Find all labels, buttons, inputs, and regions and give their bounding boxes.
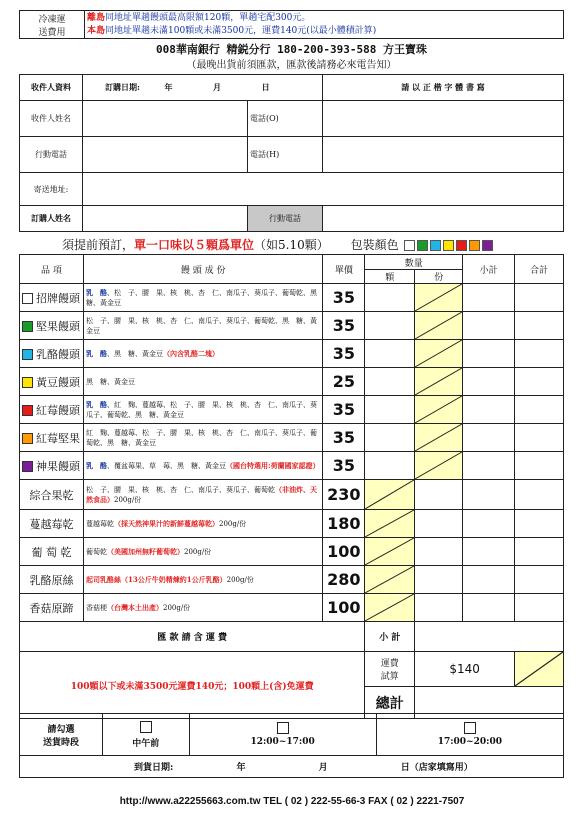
shipping-title [20,11,85,39]
ingredient-text: 紅 麴、蔓越莓、松 子、腰 果、核 桃、杏 仁、南瓜子、葵瓜子、葡萄乾、黑 糖、黃金豆 [85,428,317,447]
col-price: 單價 [323,255,365,284]
ingredient-highlight: 乳 酪 [85,460,107,470]
item-name-text: 紅莓堅果 [36,431,80,445]
ingredient-text: 、覆盆莓果、草 莓、黑 糖、黃金豆 [106,461,226,470]
order-date-cell[interactable] [83,75,323,101]
fee-label [365,652,415,687]
qty-portion-field[interactable] [415,538,463,566]
delivery-option-3[interactable] [376,714,563,756]
pack-ingredient-note: 起司乳酪絲（13公斤牛奶精煉約1公斤乳酪） [85,574,227,584]
fee-hatch-a [515,652,564,687]
total-field[interactable] [515,566,564,594]
color-swatch [404,240,415,251]
pack-weight: 200g/份 [113,495,142,504]
preorder-note: 須提前預訂， [62,238,135,252]
total-field[interactable] [515,312,564,340]
item-name [20,368,84,396]
total-field[interactable] [515,368,564,396]
color-square-icon [22,461,33,472]
qty-box-field[interactable] [365,312,415,340]
shipping-title-line1: 冷凍運 [38,14,66,25]
item-price: 35 [323,340,365,368]
color-square-icon [22,349,33,360]
orderer-name-field[interactable] [83,206,248,232]
checkbox-icon[interactable] [277,722,289,734]
item-ingredients [83,424,322,452]
delivery-option-2[interactable] [189,714,376,756]
col-ingredients: 饅 頭 成 份 [83,255,322,284]
recipient-name-label: 收件人姓名 [20,101,83,137]
hatched-cell [365,510,415,538]
shipping-title-line2: 送費用 [38,27,66,38]
delivery-option-3-label: 17:00~20:00 [437,737,502,747]
arrival-label: 到貨日期: [134,763,174,773]
pack-name: 蔓越莓乾 [20,510,84,538]
total-field[interactable] [515,510,564,538]
item-price: 35 [323,396,365,424]
pack-color-swatches [402,238,493,252]
item-name-text: 乳酪饅頭 [36,347,80,361]
pack-ingredient-note: （美國加州無籽葡萄乾） [106,546,184,556]
pack-ingredients [83,480,322,510]
delivery-option-1-label: 中午前 [132,738,160,749]
phone-o-field[interactable] [323,101,564,137]
pack-ingredients [83,594,322,622]
hatched-cell [365,480,415,510]
item-ingredients [83,340,322,368]
bun-row [20,396,564,424]
qty-box-field[interactable] [365,340,415,368]
subtotal-value[interactable] [415,622,564,652]
color-swatch [469,240,480,251]
mobile-label: 行動電話 [20,137,83,173]
island-rule: 同地址單趟饅頭最高限額120顆，單趟宅配300元。 [105,12,311,23]
item-name [20,284,84,312]
pack-ingredient-text: 葡萄乾 [85,547,107,556]
item-name-text: 堅果饅頭 [36,319,80,333]
pack-price: 100 [323,538,365,566]
bun-row [20,284,564,312]
recipient-info-label: 收件人資料 [20,75,83,101]
checkbox-icon[interactable] [464,722,476,734]
pack-weight: 200g/份 [218,519,247,528]
pack-weight: 200g/份 [162,603,191,612]
ingredient-text: 、紅 麴、蔓越莓、松 子、腰 果、核 桃、杏 仁、南瓜子、葵瓜子、葡萄乾、黑 糖、黃金豆 [85,400,317,419]
phone-h-field[interactable] [323,137,564,173]
bank-note: （最晚出貨前須匯款，匯款後請務必來電告知） [186,60,397,71]
hatched-cell [365,566,415,594]
col-qty: 數量 [365,255,463,270]
phone-o-label: 電話(O) [248,101,323,137]
arrival-year: 年 [236,763,246,773]
color-swatch [443,240,454,251]
order-date-label: 訂購日期: [105,82,140,92]
col-qty-box: 顆 [365,270,415,284]
item-name [20,340,84,368]
subtotal-field[interactable] [463,566,515,594]
subtotal-field[interactable] [463,594,515,622]
order-month-label: 月 [213,82,222,92]
grand-total-label: 總計 [365,687,415,719]
phone-h-label: 電話(H) [248,137,323,173]
hatched-cell [415,424,463,452]
pack-ingredient-text: 松 子、腰 果、核 桃、杏 仁、南瓜子、葵瓜子、葡萄乾 [85,485,275,494]
subtotal-field[interactable] [463,368,515,396]
color-square-icon [22,433,33,444]
pack-ingredient-text: 蔓越莓乾 [85,519,114,528]
ingredient-note: （內含乳酪二塊） [162,348,219,358]
col-item: 品 項 [20,255,84,284]
item-name [20,312,84,340]
item-name-text: 紅莓饅頭 [36,403,80,417]
item-name [20,396,84,424]
pack-price: 230 [323,480,365,510]
qty-portion-field[interactable] [415,566,463,594]
qty-portion-field[interactable] [415,480,463,510]
bun-row [20,368,564,396]
subtotal-field[interactable] [463,312,515,340]
ingredient-text: 、松 子、腰 果、核 桃、杏 仁、南瓜子、葵瓜子、葡萄乾、黑 糖、黃金豆 [85,288,324,307]
recipient-name-field[interactable] [83,101,248,137]
delivery-option-1[interactable] [103,714,190,756]
pack-row [20,538,564,566]
pack-row [20,510,564,538]
bun-row [20,340,564,368]
item-ingredients [83,396,322,424]
address-label: 寄送地址: [20,173,83,206]
product-table [19,254,564,719]
subtotal-field[interactable] [463,340,515,368]
hatched-cell [415,396,463,424]
main-rule: 同地址單趟未滿100顆或未滿3500元，運費140元(以最小體積計算) [105,25,377,36]
pack-row [20,480,564,510]
item-price: 35 [323,452,365,480]
arrival-day: 日（店家填寫用） [400,763,473,773]
total-field[interactable] [515,284,564,312]
pack-ingredients [83,566,322,594]
qty-box-field[interactable] [365,284,415,312]
hatched-cell [365,594,415,622]
color-square-icon [22,321,33,332]
pack-weight: 200g/份 [226,575,254,584]
item-name-text: 黃豆饅頭 [36,375,80,389]
delivery-table [19,713,564,778]
pack-ingredient-text: 香菇梗 [85,603,107,612]
item-name [20,424,84,452]
total-field[interactable] [515,396,564,424]
color-swatch [417,240,428,251]
item-price: 35 [323,424,365,452]
total-field[interactable] [515,424,564,452]
fee-value: $140 [415,652,515,687]
qty-portion-field[interactable] [415,594,463,622]
mobile-field[interactable] [83,137,248,173]
fee-label-line1: 運費 [380,659,399,669]
address-field[interactable] [83,173,564,206]
delivery-option-2-label: 12:00~17:00 [250,737,315,747]
color-swatch [430,240,441,251]
total-field[interactable] [515,538,564,566]
total-field[interactable] [515,452,564,480]
qty-box-field[interactable] [365,424,415,452]
ingredient-note: （國台特選用:荷蘭國家認證） [225,460,320,470]
hatched-cell [415,312,463,340]
pack-row [20,594,564,622]
total-field[interactable] [515,594,564,622]
main-region: 本島 [87,25,106,36]
subtotal-field[interactable] [463,452,515,480]
bank-line: 008華南銀行 精鋭分行 180-200-393-588 方王寶珠 [155,43,428,56]
qty-box-field[interactable] [365,368,415,396]
pack-ingredients [83,538,322,566]
delivery-label-line2: 送貨時段 [42,737,79,748]
total-field[interactable] [515,480,564,510]
island-region: 離島 [87,12,106,23]
item-ingredients [83,452,322,480]
hatched-cell [415,452,463,480]
delivery-label-line1: 請勾選 [47,724,75,735]
pack-price: 180 [323,510,365,538]
col-qty-portion: 份 [415,270,463,284]
item-price: 35 [323,312,365,340]
preorder-example: （如5.10顆） [254,238,329,252]
ingredient-highlight: 乳 酪 [85,287,107,297]
hatched-cell [415,340,463,368]
item-ingredients [83,368,322,396]
bun-row [20,452,564,480]
item-name [20,452,84,480]
write-neatly-note: 請 以 正 楷 字 體 書 寫 [323,75,564,101]
orderer-name-label: 訂購人姓名 [20,206,83,232]
color-swatch [456,240,467,251]
orderer-mobile-label: 行動電話 [248,206,323,232]
subtotal-field[interactable] [463,424,515,452]
shipping-rules [85,11,564,39]
shipping-table [19,10,564,39]
color-square-icon [22,405,33,416]
pack-weight: 200g/份 [183,547,212,556]
pack-row [20,566,564,594]
hatched-cell [415,368,463,396]
shipping-fee-note: 100顆以下或未滿3500元運費140元；100顆上(含)免運費 [20,652,365,719]
order-year-label: 年 [164,82,173,92]
pack-name: 香菇原蹄 [20,594,84,622]
qty-box-field[interactable] [365,452,415,480]
preorder-unit: 單一口味以５顆爲單位 [134,238,255,252]
pack-name: 葡 萄 乾 [20,538,84,566]
pack-name: 乳酪原絲 [20,566,84,594]
remit-note: 匯 款 請 含 運 費 [20,622,365,652]
col-subtotal: 小計 [463,255,515,284]
recipient-form [19,74,564,232]
color-square-icon [22,293,33,304]
preorder-line [62,236,562,253]
subtotal-field[interactable] [463,480,515,510]
footer-contact: http://www.a22255663.com.tw TEL ( 02 ) 222-55-66-3 FAX ( 02 ) 2221-7507 [119,796,465,807]
order-day-label: 日 [261,82,270,92]
item-ingredients [83,312,322,340]
col-total: 合計 [515,255,564,284]
checkbox-icon[interactable] [140,721,152,733]
subtotal-field[interactable] [463,538,515,566]
fee-label-line2: 試算 [380,672,399,682]
item-price: 25 [323,368,365,396]
pack-ingredients [83,510,322,538]
orderer-mobile-field[interactable] [323,206,564,232]
item-name-text: 神果饅頭 [36,459,80,473]
pack-color-label: 包裝顏色 [350,238,399,252]
ingredient-highlight: 乳 酪 [85,399,107,409]
item-ingredients [83,284,322,312]
arrival-month: 月 [318,763,328,773]
ingredient-highlight: 乳 酪 [85,348,107,358]
pack-ingredient-note: （非油炸、天然食品） [85,484,317,504]
subtotal-label: 小 計 [365,622,415,652]
arrival-date-row[interactable] [20,756,564,778]
ingredient-text: 、黑 糖、黃金豆 [106,349,163,358]
ingredient-text: 松 子、腰 果、核 桃、杏 仁、南瓜子、葵瓜子、葡萄乾、黑 糖、黃金豆 [85,316,317,335]
item-price: 35 [323,284,365,312]
item-name-text: 招牌饅頭 [36,291,80,305]
qty-box-field[interactable] [365,396,415,424]
subtotal-field[interactable] [463,284,515,312]
pack-ingredient-note: （台灣本土出產） [106,602,163,612]
pack-name: 綜合果乾 [20,480,84,510]
hatched-cell [365,538,415,566]
color-square-icon [22,377,33,388]
bun-row [20,312,564,340]
color-swatch [482,240,493,251]
subtotal-field[interactable] [463,396,515,424]
bun-row [20,424,564,452]
qty-portion-field[interactable] [415,510,463,538]
pack-ingredient-note: （採天然神果汁的新鮮蔓越莓乾） [113,518,219,528]
hatched-cell [415,284,463,312]
pack-price: 100 [323,594,365,622]
delivery-label [20,714,103,756]
ingredient-text: 黑 糖、黃金豆 [85,377,135,386]
total-field[interactable] [515,340,564,368]
pack-price: 280 [323,566,365,594]
subtotal-field[interactable] [463,510,515,538]
